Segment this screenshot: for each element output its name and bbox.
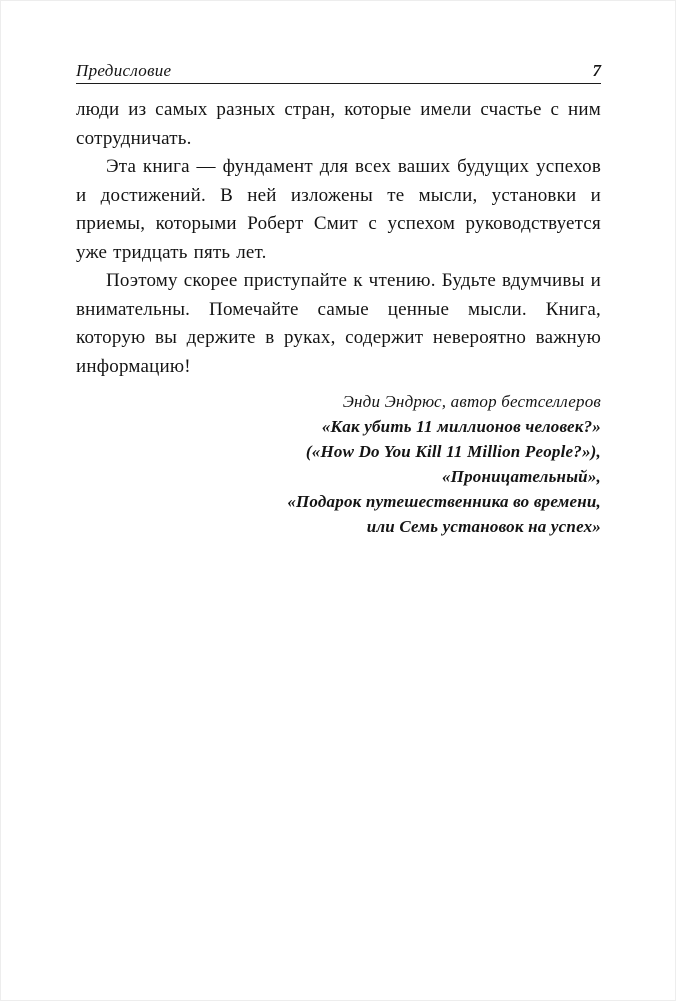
attribution-line: «Проницательный»,: [441, 467, 601, 486]
attribution-line: («How Do You Kill 11 Million People?»),: [305, 442, 601, 461]
page-number: 7: [592, 61, 601, 80]
attribution-line: «Подарок путешественника во времени,: [287, 492, 601, 511]
body-text: [76, 96, 601, 381]
attribution-line: «Как убить 11 миллионов человек?»: [321, 417, 601, 436]
attribution-block: [76, 389, 601, 539]
paragraph: Поэтому скорее приступайте к чтению. Будьте вдумчивы и внимательны. Помечайте самые ценные мысли. Книга, которую вы держите в руках, содержит невероятно важную информацию!: [76, 270, 601, 377]
paragraph: люди из самых разных стран, которые имели счастье с ним сотрудничать.: [76, 99, 601, 149]
paragraph: Эта книга — фундамент для всех ваших будущих успехов и достижений. В ней изложены те мысли, установки и приемы, которыми Роберт Смит с успехом руководствуется уже тридцать пять лет.: [76, 156, 601, 263]
header-title: Предисловие: [76, 61, 172, 80]
page-content: [76, 61, 601, 539]
running-header: [76, 61, 601, 84]
attribution-author: Энди Эндрюс, автор бестселлеров: [342, 392, 601, 411]
attribution-line: или Семь установок на успех»: [366, 517, 601, 536]
